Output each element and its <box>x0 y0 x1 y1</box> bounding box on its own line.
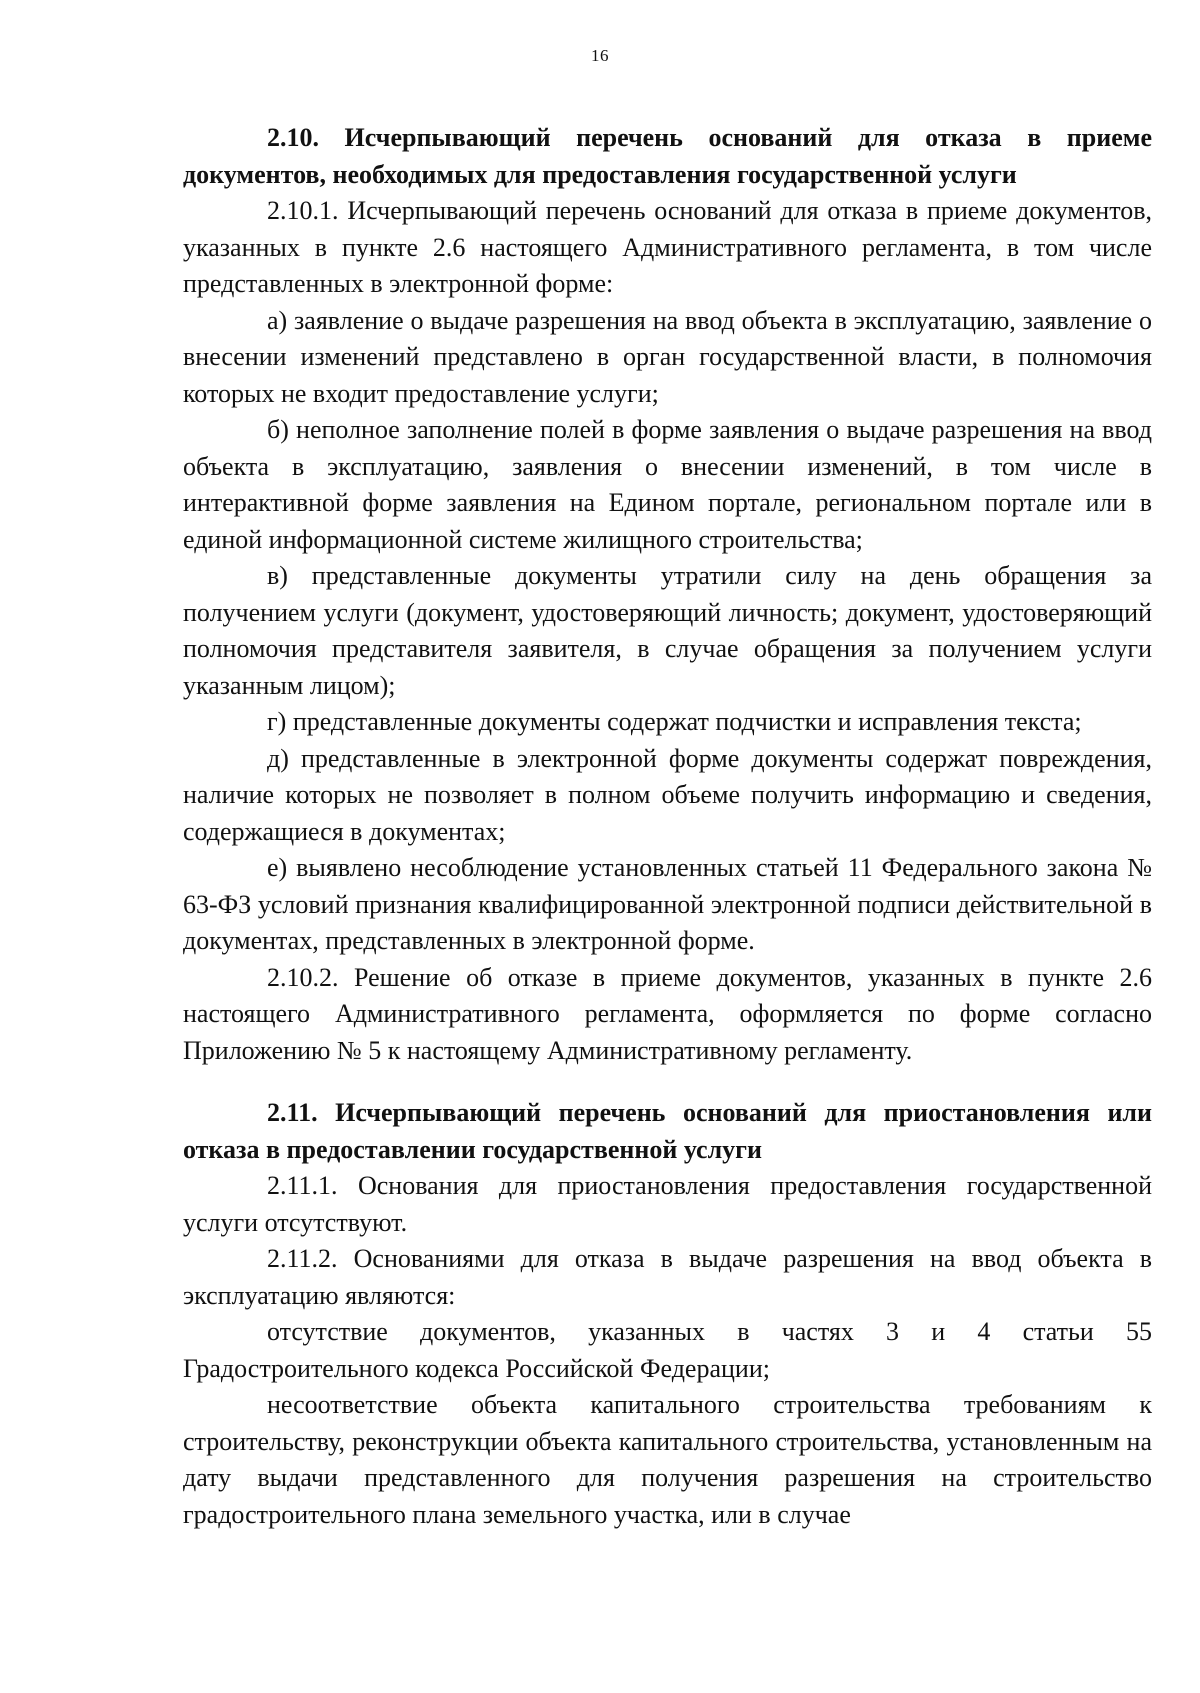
document-body <box>183 120 1152 1533</box>
section-spacer <box>183 1069 1152 1095</box>
paragraph: 2.11.2. Основаниями для отказа в выдаче разрешения на ввод объекта в эксплуатацию являются: <box>183 1244 1152 1310</box>
section-heading-2-10: 2.10. Исчерпывающий перечень оснований для отказа в приеме документов, необходимых для предоставления государственной услуги <box>183 123 1152 189</box>
paragraph: б) неполное заполнение полей в форме заявления о выдаче разрешения на ввод объекта в эксплуатацию, заявления о внесении изменений, в том числе в интерактивной форме заявления на Едином портале, региональном портале или в единой информационной системе жилищного строительства; <box>183 415 1152 554</box>
paragraph: 2.10.1. Исчерпывающий перечень оснований для отказа в приеме документов, указанных в пункте 2.6 настоящего Административного регламента, в том числе представленных в электронной форме: <box>183 196 1152 298</box>
section-heading-2-11: 2.11. Исчерпывающий перечень оснований для приостановления или отказа в предоставлении государственной услуги <box>183 1098 1152 1164</box>
paragraph: е) выявлено несоблюдение установленных статьей 11 Федерального закона № 63-ФЗ условий признания квалифицированной электронной подписи действительной в документах, представленных в электронной форме. <box>183 853 1152 955</box>
paragraph: несоответствие объекта капитального строительства требованиям к строительству, реконструкции объекта капитального строительства, установленным на дату выдачи представленного для получения разрешения на строительство градостроительного плана земельного участка, или в случае <box>183 1390 1152 1529</box>
paragraph: д) представленные в электронной форме документы содержат повреждения, наличие которых не позволяет в полном объеме получить информацию и сведения, содержащиеся в документах; <box>183 743 1152 846</box>
paragraph: в) представленные документы утратили силу на день обращения за получением услуги (документ, удостоверяющий личность; документ, удостоверяющий полномочия представителя заявителя, в случае обращения за получением услуги указанным лицом); <box>183 561 1152 700</box>
paragraph: а) заявление о выдаче разрешения на ввод объекта в эксплуатацию, заявление о внесении изменений представлено в орган государственной власти, в полномочия которых не входит предоставление услуги; <box>183 305 1152 408</box>
paragraph: 2.11.1. Основания для приостановления предоставления государственной услуги отсутствуют. <box>183 1171 1152 1237</box>
page-number: 16 <box>591 46 609 65</box>
paragraph: г) представленные документы содержат подчистки и исправления текста; <box>267 707 1082 736</box>
paragraph: 2.10.2. Решение об отказе в приеме документов, указанных в пункте 2.6 настоящего Административного регламента, оформляется по форме согласно Приложению № 5 к настоящему Административному регламенту. <box>183 962 1152 1065</box>
paragraph: отсутствие документов, указанных в частях 3 и 4 статьи 55 Градостроительного кодекса Российской Федерации; <box>183 1317 1152 1383</box>
